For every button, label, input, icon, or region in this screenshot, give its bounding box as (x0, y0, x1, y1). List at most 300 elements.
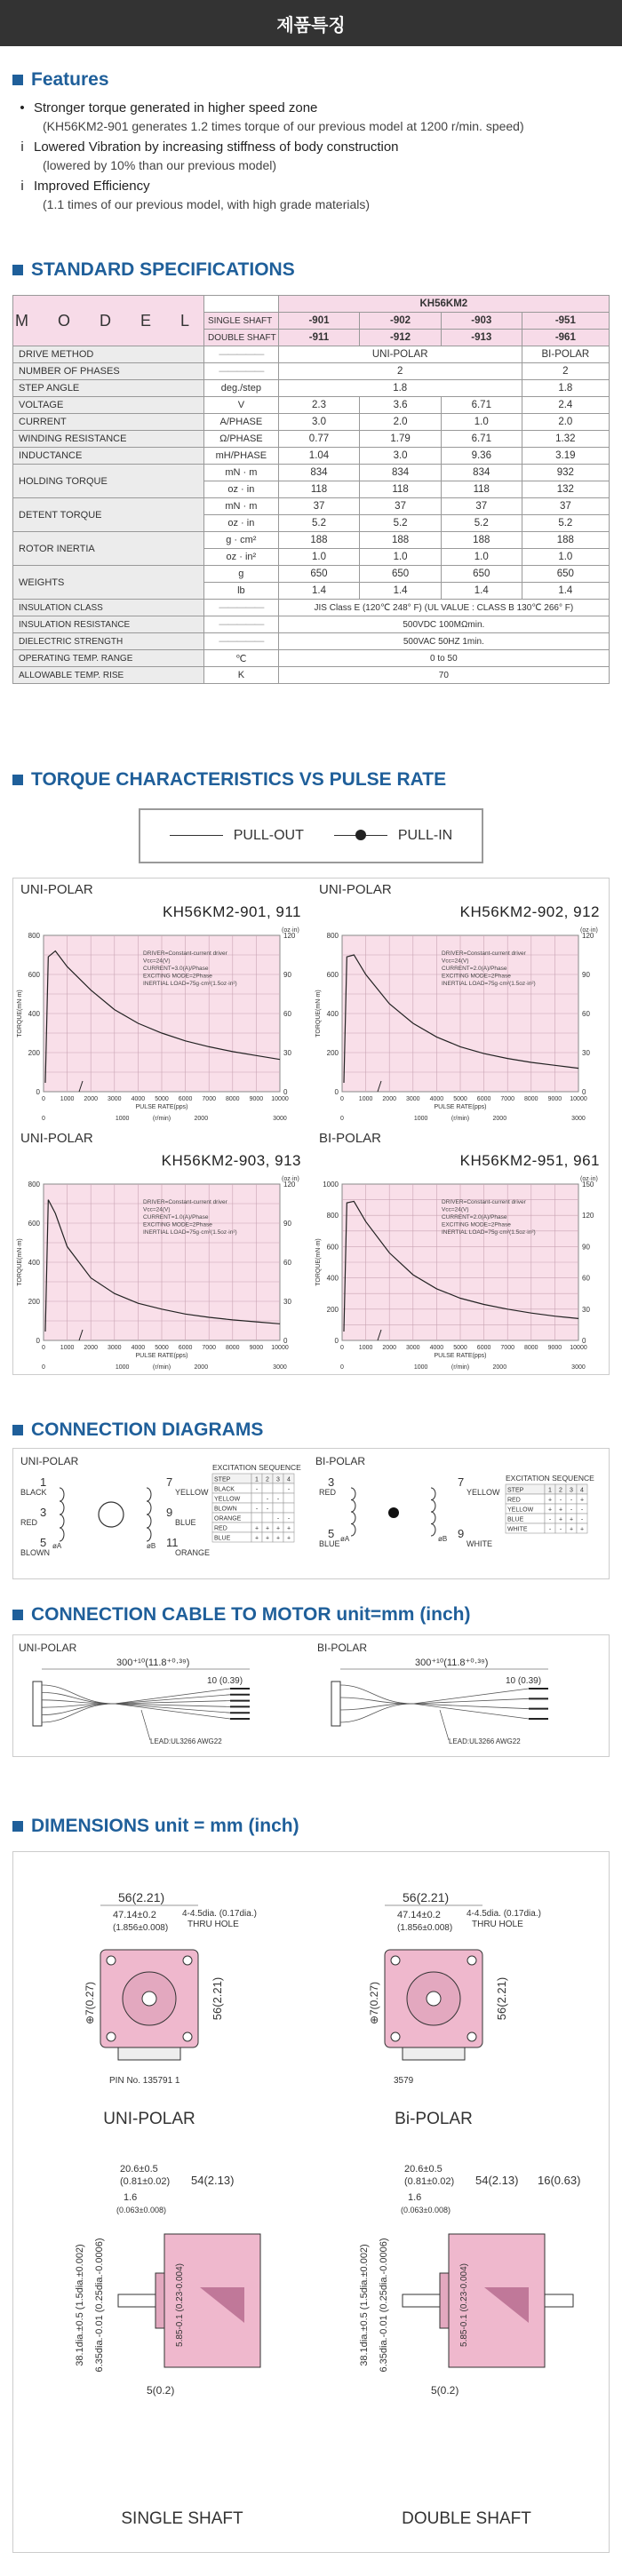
spec-label: OPERATING TEMP. RANGE (13, 650, 204, 667)
note-text: INERTIAL LOAD=75g·cm²(1.5oz·in²) (442, 981, 536, 987)
spec-unit: mN · m (204, 498, 279, 515)
wire-line (42, 1685, 230, 1704)
spec-row (13, 431, 610, 448)
single-model: -951 (522, 313, 609, 330)
x-tick-label: 0 (42, 1345, 45, 1351)
y-tick-label: 600 (326, 971, 339, 979)
single-model: -903 (441, 313, 522, 330)
rpm-label: (r/min) (152, 1364, 171, 1371)
wire-color: BLOWN (20, 1548, 51, 1557)
sequence-value: + (286, 1525, 291, 1532)
sequence-value: - (570, 1497, 573, 1504)
phase-label: øB (438, 1535, 448, 1543)
strip-length: 10 (0.39) (506, 1676, 542, 1686)
note-text: INERTIAL LOAD=75g·cm²(1.5oz·in²) (143, 1229, 237, 1236)
x-tick-label: 7000 (202, 1345, 216, 1351)
spec-label: INSULATION CLASS (13, 600, 204, 616)
x-tick-label: 9000 (249, 1345, 264, 1351)
sequence-value: - (255, 1486, 259, 1493)
spec-value: 37 (278, 498, 360, 515)
height-dim: 56(2.21) (211, 1976, 224, 2021)
wire-line (340, 1704, 529, 1722)
spec-value: 37 (441, 498, 522, 515)
y2-tick-label: 150 (582, 1181, 594, 1189)
feature-sub: (KH56KM2-901 generates 1.2 times torque of our previous model at 1200 r/min. speed) (43, 119, 524, 133)
y-tick-label: 200 (326, 1305, 339, 1314)
lead-spec: LEAD:UL3266 AWG22 (449, 1737, 521, 1745)
y2-axis-label: (oz·in) (282, 1176, 299, 1182)
drawing-caption: Bi-POLAR (395, 2110, 473, 2128)
spec-unit: oz · in (204, 515, 279, 532)
y2-tick-label: 60 (283, 1259, 291, 1267)
sequence-value: BLUE (214, 1535, 231, 1542)
spec-unit: mH/PHASE (204, 448, 279, 465)
x-tick-label: 9000 (547, 1096, 562, 1102)
flat-dim: 5.85-0.1 (0.23-0.004) (459, 2263, 469, 2347)
coil-icon (60, 1488, 64, 1541)
note-text: EXCITING MODE=2Phase (143, 1221, 212, 1228)
x-tick-label: 3000 (108, 1345, 122, 1351)
spec-label: INDUCTANCE (13, 448, 204, 465)
sequence-value: YELLOW (507, 1507, 534, 1514)
sequence-cell (251, 1513, 262, 1523)
page-title: 제품특징 (276, 13, 346, 36)
torque-graph (13, 1127, 312, 1376)
sequence-value: RED (507, 1497, 521, 1504)
drawing-caption: DOUBLE SHAFT (402, 2509, 531, 2528)
note-text: Vcc=24(V) (442, 1206, 469, 1213)
x-tick-label: 5000 (453, 1096, 467, 1102)
sequence-value: STEP (507, 1487, 524, 1494)
feature-text: Stronger torque generated in higher speed zone (34, 100, 318, 115)
single-model: -901 (278, 313, 360, 330)
sequence-value: 4 (580, 1487, 584, 1494)
sequence-value: + (265, 1525, 270, 1532)
pin-numbers: 3579 (394, 2076, 414, 2086)
y-axis-label: TORQUE(mN·m) (17, 990, 23, 1038)
front-shaft (403, 2294, 440, 2307)
x-tick-label: 5000 (155, 1096, 169, 1102)
spec-label: NUMBER OF PHASES (13, 363, 204, 380)
sequence-value: + (547, 1497, 553, 1504)
x-tick-label: 1000 (358, 1096, 373, 1102)
spec-label: DETENT TORQUE (13, 498, 204, 532)
page-header (0, 0, 622, 46)
sequence-value: + (254, 1525, 259, 1532)
rear-shaft (545, 2294, 573, 2307)
sequence-value: + (265, 1535, 270, 1542)
x-tick-label: 5000 (155, 1345, 169, 1351)
x-tick-label: 3000 (108, 1096, 122, 1102)
coil-icon (351, 1488, 355, 1536)
spec-label: HOLDING TORQUE (13, 465, 204, 498)
y2-tick-label: 0 (582, 1088, 586, 1096)
sequence-value: - (580, 1507, 584, 1514)
features-heading (12, 69, 109, 91)
bullet-icon: i (20, 179, 24, 194)
x-tick-label: 9000 (547, 1345, 562, 1351)
spec-value: 834 (360, 465, 442, 481)
sequence-value: + (254, 1535, 259, 1542)
cable-title: CONNECTION CABLE TO MOTOR unit=mm (inch) (31, 1604, 471, 1625)
spec-value: 1.0 (360, 549, 442, 566)
sequence-cell (273, 1483, 283, 1493)
wire-color: YELLOW (466, 1488, 500, 1497)
sequence-value: BLUE (507, 1516, 524, 1523)
spec-value: 118 (360, 481, 442, 498)
x-tick-label: 8000 (524, 1345, 538, 1351)
wire-line (42, 1704, 230, 1715)
spec-unit: ————— (204, 633, 279, 650)
x-tick-label: 6000 (476, 1345, 491, 1351)
spec-value: 132 (522, 481, 609, 498)
cable-length: 300⁺¹⁰(11.8⁺⁰·³⁹) (415, 1658, 489, 1668)
y2-tick-label: 90 (582, 1243, 590, 1252)
rear-length: 16(0.63) (538, 2174, 581, 2187)
torque-legend (139, 808, 483, 863)
x-tick-label: 2000 (84, 1096, 98, 1102)
torque-plot (312, 1172, 610, 1374)
y-tick-label: 200 (326, 1049, 339, 1057)
x-tick-label: 3000 (406, 1096, 420, 1102)
sequence-value: - (287, 1515, 291, 1523)
x-tick-label: 10000 (570, 1096, 587, 1102)
rpm-tick-label: 0 (42, 1364, 45, 1371)
y2-tick-label: 30 (582, 1049, 590, 1057)
shaft-step-inch: (0.063±0.008) (401, 2206, 451, 2214)
boss-diameter: 38.1dia.±0.5 (1.5dia.±0.002) (359, 2244, 370, 2366)
shaft-length-inch: (0.81±0.02) (404, 2176, 455, 2187)
spec-value: 118 (278, 481, 360, 498)
spec-label: CURRENT (13, 414, 204, 431)
sequence-value: ORANGE (214, 1515, 242, 1523)
spec-value: 0 to 50 (278, 650, 609, 667)
spec-unit: mN · m (204, 465, 279, 481)
model-name: KH56KM2 (278, 296, 609, 313)
x-axis-label: PULSE RATE(pps) (434, 1353, 487, 1359)
width-dim: 56(2.21) (118, 1890, 165, 1904)
spec-value: 5.2 (522, 515, 609, 532)
spec-unit: ————— (204, 346, 279, 363)
leader-line (141, 1710, 150, 1740)
connection-title: CONNECTION DIAGRAMS (31, 1419, 264, 1440)
cable-label: UNI-POLAR (19, 1642, 77, 1654)
y-axis-label: TORQUE(mN·m) (315, 990, 322, 1038)
spec-value: 3.6 (360, 397, 442, 414)
flange-dim: 5(0.2) (147, 2384, 175, 2397)
pin-numbers: PIN No. 135791 1 (109, 2076, 180, 2086)
y-tick-label: 200 (28, 1049, 40, 1057)
spec-value: 1.32 (522, 431, 609, 448)
spec-value: 650 (278, 566, 360, 583)
y-tick-label: 600 (326, 1243, 339, 1252)
spec-row (13, 498, 610, 515)
specs-heading (12, 259, 295, 281)
bullet-icon: i (20, 139, 24, 155)
y-tick-label: 1000 (323, 1181, 339, 1189)
graph-drive-type: UNI-POLAR (20, 1131, 93, 1146)
spec-unit: Ω/PHASE (204, 431, 279, 448)
graph-model: KH56KM2-951, 961 (459, 1152, 600, 1169)
y2-tick-label: 60 (283, 1010, 291, 1018)
sequence-value: 1 (548, 1487, 552, 1494)
graph-drive-type: UNI-POLAR (20, 882, 93, 897)
pilot-boss (440, 2273, 449, 2328)
spec-row (13, 650, 610, 667)
spec-value: 188 (360, 532, 442, 549)
sequence-value: - (276, 1515, 280, 1523)
pin-number: 5 (40, 1536, 47, 1549)
note-text: EXCITING MODE=2Phase (442, 1221, 511, 1228)
spec-value: 500VAC 50HZ 1min. (278, 633, 609, 650)
y2-tick-label: 120 (283, 1181, 296, 1189)
dimensions-title: DIMENSIONS unit = mm (inch) (31, 1816, 299, 1836)
spec-value: 1.0 (441, 549, 522, 566)
pin-number: 9 (166, 1506, 173, 1519)
y2-tick-label: 90 (582, 971, 590, 979)
single-shaft-label: SINGLE SHAFT (204, 313, 279, 330)
x-axis-label: PULSE RATE(pps) (434, 1104, 487, 1110)
y-tick-label: 600 (28, 971, 40, 979)
rotor-icon (99, 1502, 124, 1527)
section-square-icon (12, 265, 23, 275)
note-text: CURRENT=2.0(A)/Phase (442, 966, 507, 972)
sequence-value: - (266, 1506, 269, 1513)
shaft-end (427, 1992, 441, 2006)
y2-tick-label: 90 (283, 1220, 291, 1228)
sequence-value: - (287, 1486, 291, 1493)
torque-graphs (12, 878, 610, 1375)
spec-value: 834 (441, 465, 522, 481)
x-tick-label: 10000 (271, 1096, 289, 1102)
flat-dim: 5.85-0.1 (0.23-0.004) (175, 2263, 185, 2347)
sequence-value: + (286, 1535, 291, 1542)
rpm-tick-label: 0 (42, 1116, 45, 1122)
spec-value: UNI-POLAR (278, 346, 522, 363)
spec-value: 932 (522, 465, 609, 481)
torque-plot (312, 923, 610, 1125)
y2-tick-label: 120 (283, 932, 296, 940)
double-model: -961 (522, 330, 609, 346)
sequence-value: 3 (276, 1476, 280, 1483)
rpm-tick-label: 1000 (115, 1364, 130, 1371)
wire-color: WHITE (466, 1539, 492, 1548)
bullet-icon: • (20, 100, 25, 115)
sequence-value: BLACK (214, 1486, 235, 1493)
x-tick-label: 2000 (84, 1345, 98, 1351)
spec-unit: oz · in (204, 481, 279, 498)
pin-number: 9 (458, 1527, 465, 1540)
mount-hole (107, 2032, 116, 2041)
connection-diagrams (13, 1449, 610, 1580)
wire-color: YELLOW (175, 1488, 209, 1497)
note-text: DRIVER=Constant-current driver (143, 1199, 227, 1205)
features-title: Features (31, 69, 109, 90)
x-tick-label: 2000 (382, 1096, 396, 1102)
sequence-value: - (255, 1506, 259, 1513)
spec-value: 1.79 (360, 431, 442, 448)
connector-icon (33, 1682, 42, 1726)
sequence-value: + (569, 1526, 574, 1533)
sequence-value: - (580, 1516, 584, 1523)
body-length: 54(2.13) (191, 2174, 235, 2187)
spec-unit: ————— (204, 600, 279, 616)
spec-value: 1.4 (441, 583, 522, 600)
x-tick-label: 10000 (570, 1345, 587, 1351)
hole-dim: 4-4.5dia. (0.17dia.) (466, 1909, 541, 1919)
y-tick-label: 200 (28, 1298, 40, 1306)
y-axis-label: TORQUE(mN·m) (315, 1238, 322, 1286)
y-tick-label: 800 (28, 1181, 40, 1189)
mount-hole (107, 1956, 116, 1965)
spec-value: 2.4 (522, 397, 609, 414)
sequence-value: - (559, 1497, 562, 1504)
rpm-label: (r/min) (451, 1116, 470, 1122)
shaft-end (142, 1992, 156, 2006)
spec-value: 1.4 (278, 583, 360, 600)
spec-value: 1.4 (360, 583, 442, 600)
dimensions-heading (12, 1816, 299, 1837)
body-length: 54(2.13) (475, 2174, 519, 2187)
sequence-cell (273, 1503, 283, 1513)
torque-plot (13, 923, 312, 1125)
x-axis-label: PULSE RATE(pps) (135, 1104, 188, 1110)
spec-unit: ————— (204, 363, 279, 380)
x-tick-label: 0 (340, 1096, 344, 1102)
spec-label: DIELECTRIC STRENGTH (13, 633, 204, 650)
spec-value: 5.2 (278, 515, 360, 532)
spec-value: 834 (278, 465, 360, 481)
pitch-dim-inch: (1.856±0.008) (113, 1923, 169, 1933)
pin-number: 1 (40, 1475, 47, 1489)
rpm-tick-label: 0 (340, 1116, 344, 1122)
x-tick-label: 1000 (60, 1096, 75, 1102)
x-tick-label: 1000 (60, 1345, 75, 1351)
shaft-diameter: 6.35dia.-0.01 (0.25dia.-0.0006) (379, 2238, 389, 2373)
graph-drive-type: BI-POLAR (319, 1131, 382, 1146)
sequence-value: - (570, 1507, 573, 1514)
spec-row (13, 532, 610, 549)
bi-polar-label: BI-POLAR (315, 1455, 366, 1467)
x-axis-label: PULSE RATE(pps) (135, 1353, 188, 1359)
spec-row (13, 397, 610, 414)
rpm-tick-label: 3000 (273, 1364, 287, 1371)
x-tick-label: 6000 (476, 1096, 491, 1102)
spec-row (13, 448, 610, 465)
connector-pins (118, 2047, 180, 2060)
wire-color: RED (319, 1488, 337, 1497)
thru-hole-label: THRU HOLE (472, 1920, 523, 1929)
spec-value: 70 (278, 667, 609, 684)
wire-color: RED (20, 1518, 38, 1527)
flange-dim: 5(0.2) (431, 2384, 459, 2397)
spec-unit: ℃ (204, 650, 279, 667)
sequence-value: 3 (570, 1487, 573, 1494)
torque-graph (312, 1127, 610, 1376)
sequence-title: EXCITATION SEQUENCE (212, 1463, 301, 1472)
pin-number: 7 (458, 1475, 465, 1489)
rpm-label: (r/min) (451, 1364, 470, 1371)
sequence-value: 2 (266, 1476, 269, 1483)
spec-value: 1.04 (278, 448, 360, 465)
rpm-tick-label: 2000 (492, 1116, 507, 1122)
mount-hole (183, 1956, 192, 1965)
double-shaft-label: DOUBLE SHAFT (204, 330, 279, 346)
note-text: DRIVER=Constant-current driver (442, 1199, 526, 1205)
spec-label: ROTOR INERTIA (13, 532, 204, 566)
sequence-value: + (275, 1535, 281, 1542)
spec-row (13, 566, 610, 583)
leader-line (440, 1710, 449, 1740)
pin-number: 3 (40, 1506, 47, 1519)
sequence-value: BLOWN (214, 1506, 237, 1513)
shaft-step-inch: (0.063±0.008) (116, 2206, 166, 2214)
torque-title: TORQUE CHARACTERISTICS VS PULSE RATE (31, 769, 447, 790)
wire-line (42, 1692, 230, 1704)
spec-value: 3.19 (522, 448, 609, 465)
spec-label: WEIGHTS (13, 566, 204, 600)
spec-value: 650 (522, 566, 609, 583)
spec-value: 6.71 (441, 431, 522, 448)
spec-value: 2.0 (360, 414, 442, 431)
sequence-value: + (579, 1497, 585, 1504)
section-square-icon (12, 775, 23, 785)
spec-value: 37 (522, 498, 609, 515)
side-dim: ⊕7(0.27) (84, 1981, 96, 2025)
y2-tick-label: 60 (582, 1274, 590, 1283)
mount-hole (391, 2032, 400, 2041)
cable-heading (12, 1604, 470, 1626)
spec-value: 6.71 (441, 397, 522, 414)
shaft-step: 1.6 (124, 2192, 138, 2203)
y2-tick-label: 0 (283, 1337, 288, 1345)
specs-title: STANDARD SPECIFICATIONS (31, 259, 295, 280)
wire-color: BLACK (20, 1488, 47, 1497)
feature-sub: (1.1 times of our previous model, with high grade materials) (43, 197, 371, 211)
x-tick-label: 9000 (249, 1096, 264, 1102)
single-model: -902 (360, 313, 442, 330)
strip-length: 10 (0.39) (207, 1676, 243, 1686)
y2-tick-label: 0 (283, 1088, 288, 1096)
spec-unit: ————— (204, 616, 279, 633)
dimension-drawings (13, 1852, 610, 2554)
section-square-icon (12, 1610, 23, 1620)
x-tick-label: 4000 (429, 1345, 444, 1351)
legend-pull-out: PULL-OUT (170, 828, 304, 844)
rpm-tick-label: 3000 (273, 1116, 287, 1122)
y2-axis-label: (oz·in) (282, 927, 299, 934)
graph-model: KH56KM2-902, 912 (459, 903, 600, 920)
side-dim: ⊕7(0.27) (368, 1981, 380, 2025)
spec-value: 650 (360, 566, 442, 583)
sequence-value: RED (214, 1525, 227, 1532)
double-model: -911 (278, 330, 360, 346)
spec-value: 5.2 (441, 515, 522, 532)
sequence-cell (262, 1483, 273, 1493)
pitch-dim: 47.14±0.2 (397, 1910, 441, 1920)
y-tick-label: 800 (28, 932, 40, 940)
graph-model: KH56KM2-903, 913 (161, 1152, 301, 1169)
sequence-value: - (548, 1516, 552, 1523)
spec-unit: lb (204, 583, 279, 600)
mount-hole (183, 2032, 192, 2041)
sequence-value: + (558, 1516, 563, 1523)
spec-row (13, 380, 610, 397)
pilot-boss (156, 2273, 164, 2328)
spec-value: 118 (441, 481, 522, 498)
sequence-cell (262, 1513, 273, 1523)
spec-label: DRIVE METHOD (13, 346, 204, 363)
